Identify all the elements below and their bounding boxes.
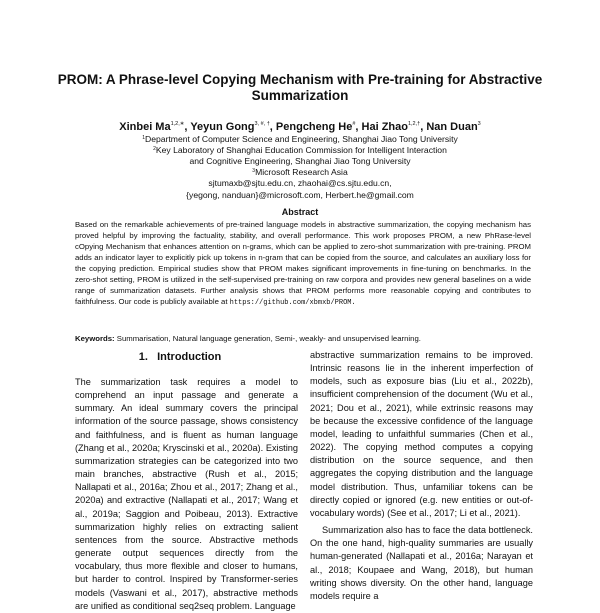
author-sup: # (352, 121, 356, 127)
abstract-text: Based on the remarkable achievements of pre-trained language models in abstractive summarization, the copying mechanism has proved helpful by improving the factuality, stability, and overall performance. This work proposes PROM, a new PhRase-level cOpying Mechanism that enhances attention on n-grams, which can be applied to zero-shot summarization with pre-training. PROM adds an indicator layer to explicitly pick up tokens in n-gram that can be copied from the source, and calculates an auxiliary loss for the copying prediction. Empirical studies show that PROM makes significant improvements in fine-tuning on benchmarks. In the zero-shot setting, PROM is utilized in the self-supervised pre-training on raw corpora and provides new general baselines on a wide range of summarization datasets. Further analysis shows that PROM performs more reasonable copying and contributes to faithfulness. Our code is publicly available at (75, 220, 531, 307)
section-number: 1. (138, 351, 148, 363)
code-url-link[interactable]: https://github.com/xbmxb/PROM. (229, 299, 356, 308)
paragraph: Summarization also has to face the data bottleneck. On the one hand, high-quality summaries are usually human-generated (Nallapati et al., 2016a; Narayan et al., 2018; Koupaee and Wang, 2018), but human writing shows diversity. On the other hand, language models require a (310, 525, 533, 601)
paragraph: abstractive summarization remains to be improved. Intrinsic reasons lie in the inherent imperfection of models, such as exposure bias (Liu et al., 2022b), insufficient comprehension of the document (Wu et al., 2021; Dou et al., 2021), while extrinsic reasons may be because the excessive confidence of the language model, leading to unfaithful summaries (Chen et al., 2022). The copying method computes a copying distribution on the source sequence, and then aggregates the copying distribution and the language model distribution. Thus, unfamiliar tokens can be directly copied or ignored (e.g. new entities or out-of-vocabulary words) (See et al., 2017; Li et al., 2021). (310, 350, 533, 518)
author-sup: 1,2,∗ (170, 121, 185, 127)
author-name: Yeyun Gong (190, 121, 255, 133)
author-list: Xinbei $Ma^{1,2,∗}$, Yeyun Gong$^{3, \#, \dagger}$, Pengcheng He#, Hai Zhao$^{1,2,\dagger}$, Nan Duan$^3$ (119, 121, 481, 133)
right-column (310, 349, 533, 603)
keywords-text: Summarisation, Natural language generation, Semi-, weakly- and unsupervised learning. (116, 334, 421, 343)
keywords (75, 333, 535, 344)
author-name: Pengcheng He (275, 121, 353, 133)
paragraph: The summarization task requires a model to comprehend an input passage and generate a summary. An ideal summary covers the principal information of the source passage, shows consistency and faithfulness, and is fluent as human language (Zhang et al., 2020a; Kryscinski et al., 2020a). Existing summarization strategies can be categorized into two main branches, abstractive (Rush et al., 2015; Nallapati et al., 2016a; Zhou et al., 2017; Zhang et al., 2020a) and extractive (Nallapati et al., 2017; Wang et al., 2019a; Saggion and Poibeau, 2013). Extractive summarization highly relies on extracting salient sentences from the source. Abstractive methods generate output sequences directly from the vocabulary, thus more flexible and closer to humans, but harder to control. Inspired by Transformer-series models (Vaswani et al., 2017), abstractive methods are unified as conditional seq2seq problem. Language (75, 377, 298, 611)
affiliation: and Cognitive Engineering, Shanghai Jiao Tong University (189, 156, 411, 166)
affiliation: $^2$Key Laboratory of Shanghai Education Commission for Intelligent Interaction (153, 145, 447, 155)
keywords-label: Keywords: (75, 334, 115, 343)
paper-title: PROM: A Phrase-level Copying Mechanism with Pre-training for Abstractive Summarization (57, 72, 543, 103)
author-sup: 3 (477, 121, 481, 127)
email-line: sjtumaxb@sjtu.edu.cn, zhaohai@cs.sjtu.edu.cn, (208, 178, 392, 188)
affiliation: $^3$Microsoft Research Asia (252, 167, 348, 177)
affiliation: $^1$Department of Computer Science and Engineering, Shanghai Jiao Tong University (142, 134, 458, 144)
email-line: {yegong, nanduan}@microsoft.com, Herbert.he@gmail.com (186, 190, 414, 200)
author-name: Nan Duan (426, 121, 478, 133)
author-name: Xinbei Ma (119, 121, 171, 133)
author-name: Hai Zhao (361, 121, 408, 133)
section-heading (75, 351, 285, 363)
abstract-heading: Abstract (281, 207, 319, 217)
author-sup: 1,2,† (407, 121, 421, 127)
author-sup: 3, #, † (254, 121, 270, 127)
left-column (75, 376, 298, 613)
section-title: Introduction (157, 351, 222, 363)
abstract-body (75, 219, 531, 309)
